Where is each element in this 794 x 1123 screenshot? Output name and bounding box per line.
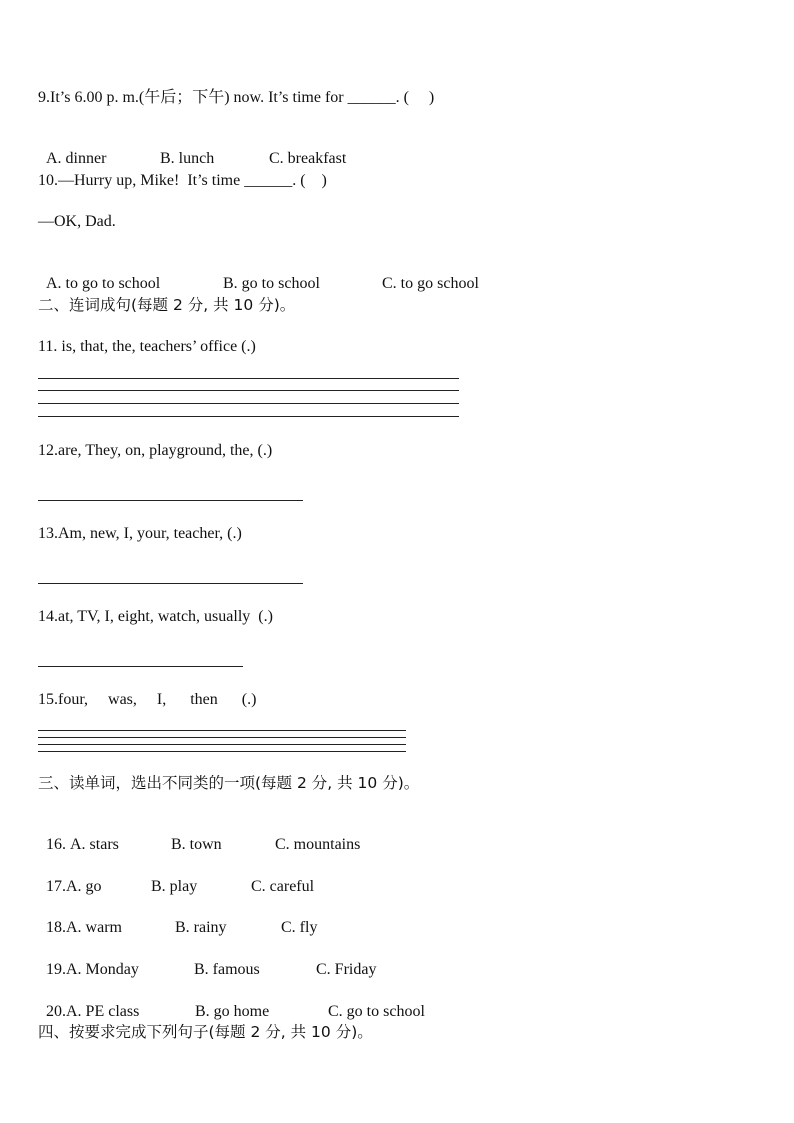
option-b: B. go to school (223, 275, 320, 292)
section-3-title: 三、读单词，选出不同类的一项(每题 2 分, 共 10 分)。 (38, 774, 420, 792)
answer-line (38, 583, 303, 584)
option-a: A. Monday (66, 961, 139, 978)
option-a: A. dinner (46, 150, 107, 167)
question-number: 17. (46, 878, 66, 895)
question-19 (38, 940, 376, 980)
option-b: B. town (171, 836, 222, 853)
answer-line (38, 730, 406, 731)
question-15: 15.four, was, I, then (.) (38, 691, 257, 708)
option-c: C. breakfast (269, 150, 347, 167)
question-18 (38, 898, 317, 938)
question-9-stem: 9.It’s 6.00 p. m.(午后；下午) now. It’s time for ______. ( ) (38, 89, 435, 106)
question-number: 20. (46, 1003, 66, 1020)
question-14: 14.at, TV, I, eight, watch, usually (.) (38, 608, 273, 625)
answer-line (38, 666, 243, 667)
question-9-options (38, 129, 346, 169)
option-a: A. go (66, 878, 102, 895)
option-c: C. fly (281, 919, 318, 936)
question-16 (38, 815, 360, 855)
option-b: B. rainy (175, 919, 227, 936)
answer-line (38, 744, 406, 745)
section-4-title: 四、按要求完成下列句子(每题 2 分, 共 10 分)。 (38, 1023, 373, 1041)
answer-line (38, 416, 459, 417)
question-number: 18. (46, 919, 66, 936)
question-number: 16. (46, 836, 70, 853)
answer-line (38, 751, 406, 752)
question-12: 12.are, They, on, playground, the, (.) (38, 442, 273, 459)
question-17 (38, 857, 314, 897)
question-13: 13.Am, new, I, your, teacher, (.) (38, 525, 242, 542)
question-number: 19. (46, 961, 66, 978)
option-b: B. famous (194, 961, 260, 978)
question-11: 11. is, that, the, teachers’ office (.) (38, 338, 256, 355)
option-c: C. to go school (382, 275, 479, 292)
option-a: A. to go to school (46, 275, 161, 292)
question-20 (38, 982, 425, 1022)
option-c: C. go to school (328, 1003, 425, 1020)
option-c: C. mountains (275, 836, 361, 853)
section-2-title: 二、连词成句(每题 2 分, 共 10 分)。 (38, 296, 296, 314)
answer-line (38, 390, 459, 391)
answer-line (38, 500, 303, 501)
option-a: A. warm (66, 919, 122, 936)
answer-line (38, 737, 406, 738)
option-b: B. lunch (160, 150, 215, 167)
option-a: A. PE class (66, 1003, 140, 1020)
option-c: C. careful (251, 878, 315, 895)
answer-line (38, 378, 459, 379)
option-a: A. stars (70, 836, 119, 853)
question-10-stem: 10.—Hurry up, Mike! It’s time ______. ( ) (38, 172, 327, 189)
option-c: C. Friday (316, 961, 377, 978)
option-b: B. play (151, 878, 198, 895)
question-10-reply: —OK, Dad. (38, 213, 116, 230)
question-10-options (38, 254, 479, 294)
option-b: B. go home (195, 1003, 270, 1020)
answer-line (38, 403, 459, 404)
